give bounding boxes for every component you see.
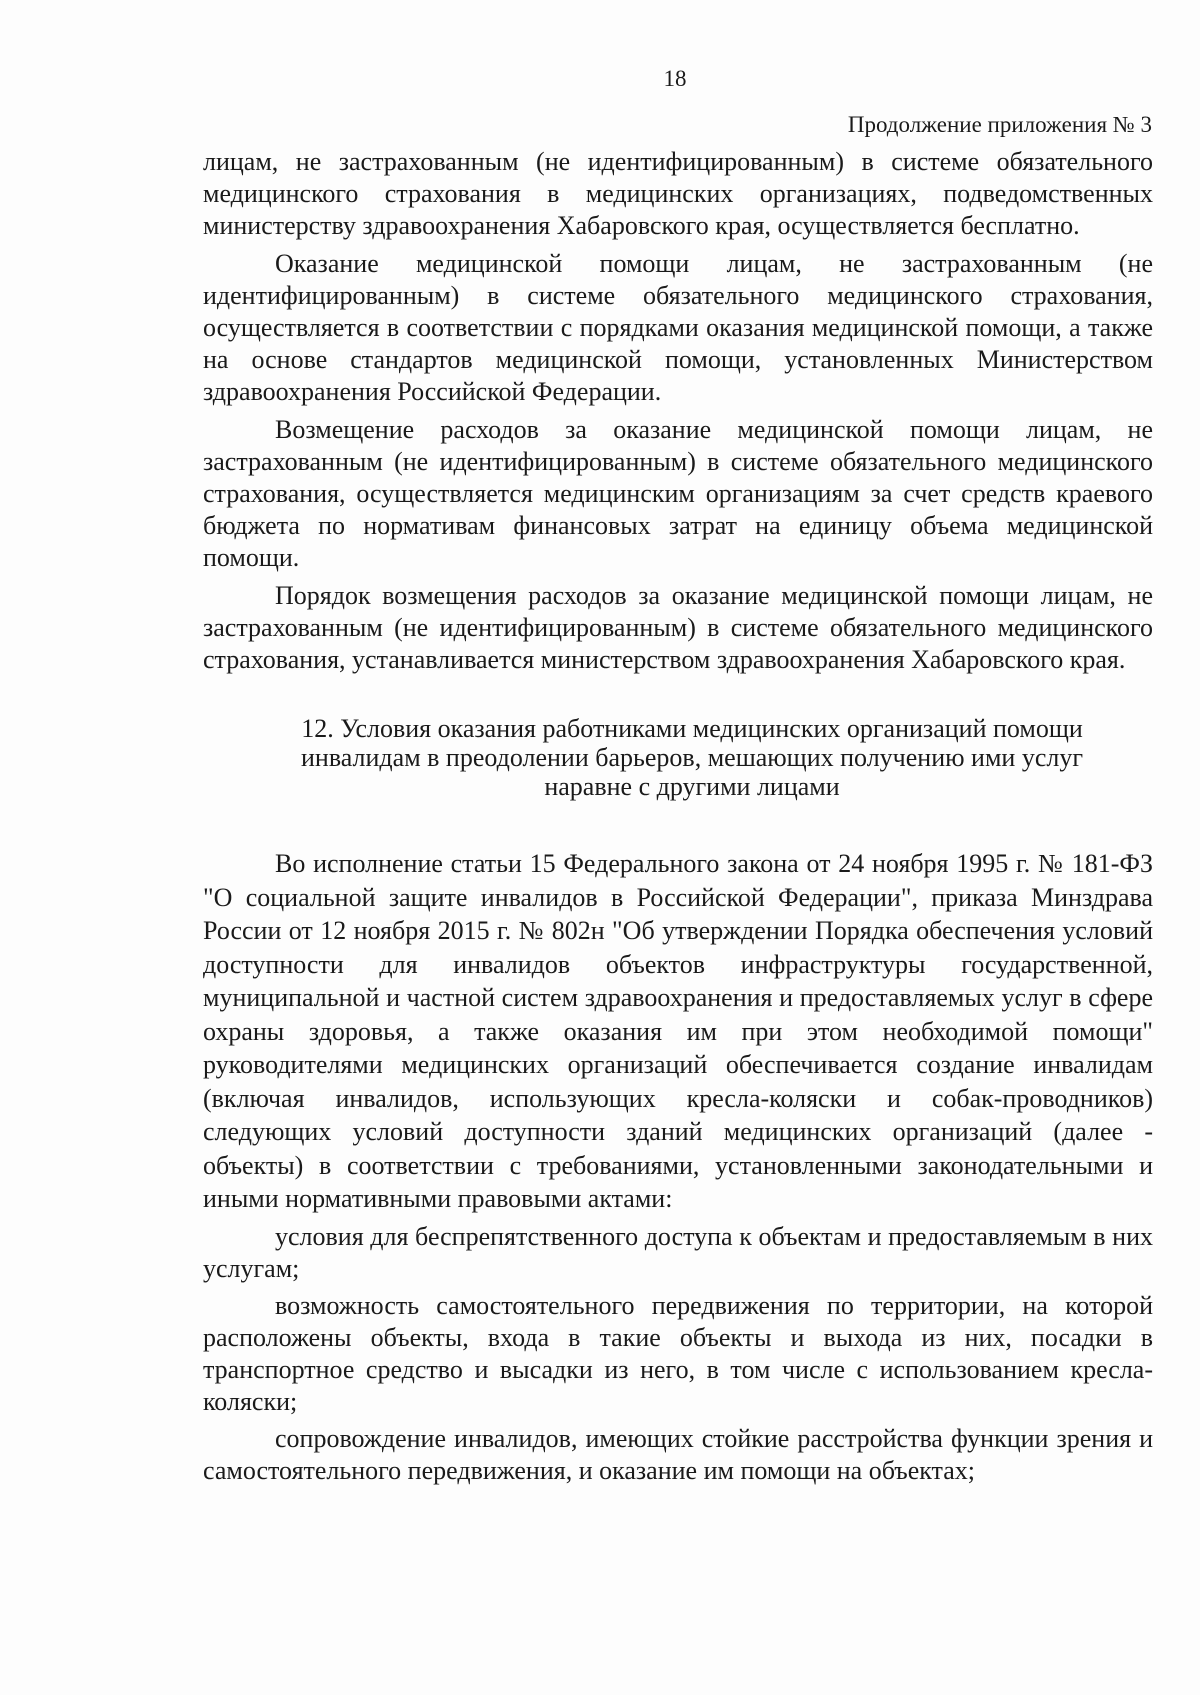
section-heading [203,714,1153,801]
paragraph: сопровождение инвалидов, имеющих стойкие расстройства функции зрения и самостоятельного передвижения, и оказание им помощи на объектах; [203,1423,1153,1485]
paragraph: Во исполнение статьи 15 Федерального закона от 24 ноября 1995 г. № 181-ФЗ "О социальной защите инвалидов в Российской Федерации", приказа Минздрава России от 12 ноября 2015 г. № 802н "Об утверждении Порядка обеспечения условий доступности для инвалидов объектов инфраструктуры государственной, муниципальной и частной систем здравоохранения и предоставляемых услуг в сфере охраны здоровья, а также оказания им при этом необходимой помощи" руководителями медицинских организаций обеспечивается создание инвалидам (включая инвалидов, использующих кресла-коляски и собак-проводников) следующих условий доступности зданий медицинских организаций (далее - объекты) в соответствии с требованиями, установленными законодательными и иными нормативными правовыми актами: [203,849,1153,1213]
section-heading-line: 12. Условия оказания работниками медицинских организаций помощи [301,714,1083,743]
document-body [203,146,1153,1492]
paragraph: возможность самостоятельного передвижения по территории, на которой расположены объекты, входа в такие объекты и выхода из них, посадки в транспортное средство и высадки из него, в том числе с использованием кресла-коляски; [203,1290,1153,1416]
appendix-continuation-label: Продолжение приложения № 3 [847,112,1152,137]
paragraph: Порядок возмещения расходов за оказание медицинской помощи лицам, не застрахованным (не идентифицированным) в системе обязательного медицинского страхования, устанавливается министерством здравоохранения Хабаровского края. [203,581,1153,674]
paragraph: Оказание медицинской помощи лицам, не застрахованным (не идентифицированным) в системе обязательного медицинского страхования, осуществляется в соответствии с порядками оказания медицинской помощи, а также на основе стандартов медицинской помощи, установленных Министерством здравоохранения Российской Федерации. [203,249,1153,406]
section-heading-line: инвалидам в преодолении барьеров, мешающих получению ими услуг [301,743,1083,772]
section-heading-line: наравне с другими лицами [544,772,840,801]
section-body [203,847,1153,1487]
page-number: 18 [663,66,687,91]
paragraph: лицам, не застрахованным (не идентифицированным) в системе обязательного медицинского страхования в медицинских организациях, подведомственных министерству здравоохранения Хабаровского края, осуществляется бесплатно. [203,147,1153,240]
paragraph: Возмещение расходов за оказание медицинской помощи лицам, не застрахованным (не идентифицированным) в системе обязательного медицинского страхования, осуществляется медицинским организациям за счет средств краевого бюджета по нормативам финансовых затрат на единицу объема медицинской помощи. [203,415,1153,572]
paragraph: условия для беспрепятственного доступа к объектам и предоставляемым в них услугам; [203,1221,1153,1283]
